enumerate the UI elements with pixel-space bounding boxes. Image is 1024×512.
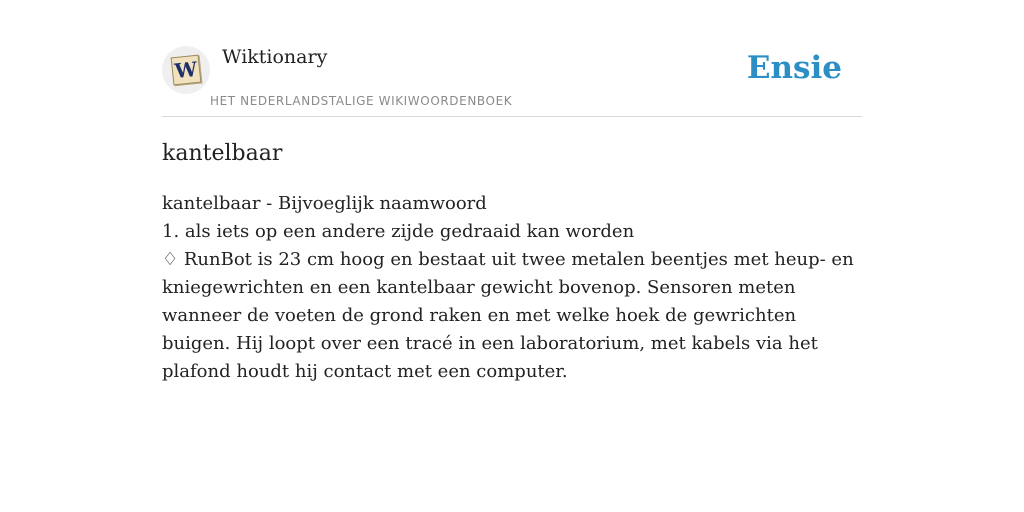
ensie-brand-link[interactable]: Ensie <box>746 50 842 86</box>
definition-line: 1. als iets op een andere zijde gedraaid kan worden <box>162 221 635 242</box>
site-tagline: HET NEDERLANDSTALIGE WIKIWOORDENBOEK <box>210 94 513 108</box>
entry-body <box>162 190 862 386</box>
headword-line: kantelbaar - Bijvoeglijk naamwoord <box>162 193 487 214</box>
example-text: ♢ RunBot is 23 cm hoog en bestaat uit twee metalen beentjes met heup- en kniegewrichten en een kantelbaar gewicht bovenop. Sensoren meten wanneer de voeten de grond raken en met welke hoek de gewrichten buigen. Hij loopt over een tracé in een laboratorium, met kabels via het plafond houdt hij contact met een computer. <box>162 249 854 382</box>
main-content <box>162 138 862 386</box>
wiktionary-logo-icon[interactable] <box>162 46 210 94</box>
site-header <box>162 0 862 117</box>
logo-tile: W <box>171 55 202 86</box>
page-title: kantelbaar <box>162 141 283 166</box>
site-name[interactable]: Wiktionary <box>222 46 328 68</box>
